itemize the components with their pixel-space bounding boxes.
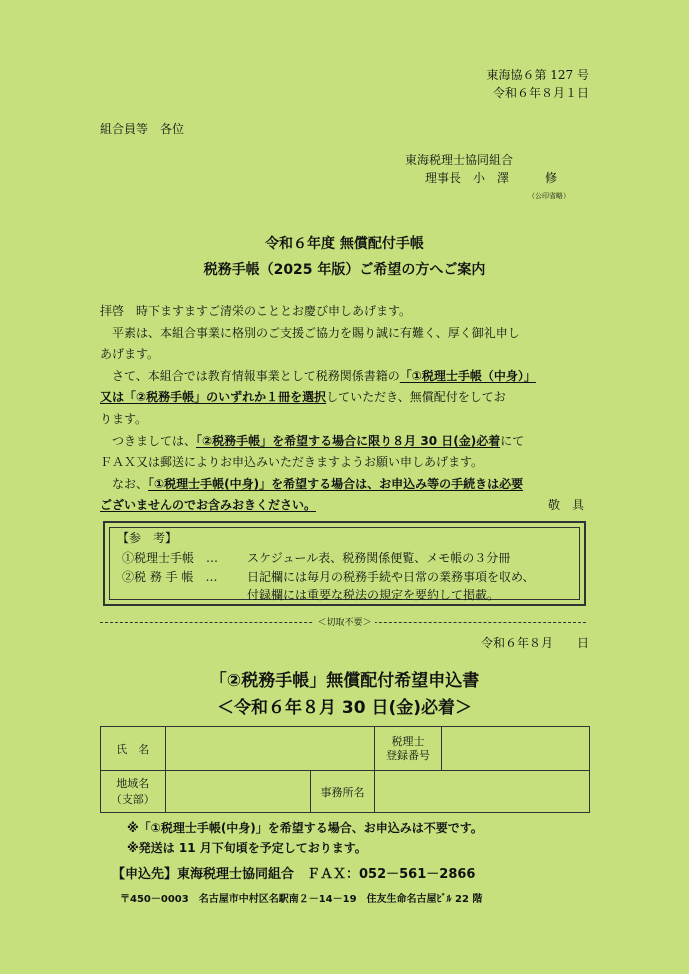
- cut-label-text: ＜切取不要＞: [314, 618, 374, 628]
- organization-name: 東海税理士協同組合: [405, 153, 514, 167]
- contact-line: 【申込先】東海税理士協同組合 ＦＡＸ：052－561－2866: [112, 867, 476, 882]
- office-name-field[interactable]: [374, 771, 589, 813]
- paragraph-5-emphasis-2: ございませんのでお含みおきください。: [100, 498, 317, 512]
- paragraph-4-emphasis: 「②税務手帳」を希望する場合に限り８月 30 日(金)必着: [196, 434, 501, 448]
- paragraph-3-line-2: [100, 388, 506, 406]
- issue-date: 令和６年８月１日: [492, 86, 589, 100]
- paragraph-3-line-3: ります。: [100, 412, 148, 426]
- form-title: 「②税務手帳」無償配付希望申込書: [209, 671, 480, 691]
- form-deadline: ＜令和６年８月 30 日(金)必着＞: [216, 698, 473, 718]
- note-1: ※「①税理士手帳(中身)」を希望する場合、お申込みは不要です。: [127, 821, 483, 835]
- paragraph-4-text: つきましては、: [112, 434, 197, 448]
- paragraph-4-text-2: にて: [500, 434, 525, 448]
- paragraph-3-line-1: [112, 367, 536, 385]
- region-label: [101, 771, 166, 813]
- region-label-line-2: （支部）: [110, 792, 155, 806]
- closing: 敬 具: [548, 498, 585, 512]
- reference-item-1-desc: スケジュール表、税務関係便覧、メモ帳の３分冊: [247, 551, 511, 565]
- greeting: 拝啓 時下ますますご清栄のこととお慶び申しあげます。: [100, 304, 412, 318]
- paragraph-4-line-1: [112, 432, 524, 450]
- registration-label-line-1: 税理士: [391, 734, 425, 748]
- paragraph-3-emphasis: 「①税理士手帳（中身）」: [399, 369, 536, 383]
- paragraph-2-line-1: 平素は、本組合事業に格別のご支援ご協力を賜り誠に有難く、厚く御礼申し: [112, 326, 520, 340]
- title-line-1: 令和６年度 無償配付手帳: [265, 236, 424, 252]
- paragraph-3-emphasis-2: 又は「②税務手帳」のいずれか１冊を選択: [100, 390, 327, 404]
- reference-heading: 【参 考】: [117, 531, 178, 545]
- application-form-table: [100, 726, 590, 813]
- contact-address: 〒450－0003 名古屋市中村区名駅南２－14－19 住友生命名古屋ﾋﾞﾙ 22 階: [120, 894, 483, 905]
- office-name-label: 事務所名: [311, 771, 375, 813]
- recipient: 組合員等 各位: [100, 122, 185, 136]
- registration-number-label: [374, 727, 441, 771]
- reference-item-2-desc-1: 日記欄には毎月の税務手続や日常の業務事項を収め、: [247, 570, 535, 584]
- paragraph-5-line-2: [100, 496, 316, 514]
- cut-label: [0, 615, 689, 628]
- paragraph-5-line-1: [112, 475, 523, 493]
- region-field[interactable]: [165, 771, 311, 813]
- paragraph-5-emphasis: 「①税理士手帳(中身)」を希望する場合は、お申込み等の手続きは必要: [148, 477, 524, 491]
- document-number: 東海協６第 127 号: [486, 68, 589, 82]
- paragraph-3-text: さて、本組合では教育情報事業として税務関係書籍の: [112, 369, 400, 383]
- paragraph-2-line-2: あげます。: [100, 347, 160, 361]
- reference-item-2-desc-2: 付録欄には重要な税法の規定を要約して掲載。: [247, 588, 500, 602]
- paragraph-3-text-2: していただき、無償配付をしてお: [326, 390, 506, 404]
- reference-item-1-name: ①税理士手帳 …: [122, 551, 219, 565]
- form-date: 令和６年８月 日: [480, 636, 589, 650]
- name-label: 氏 名: [101, 727, 166, 771]
- registration-number-field[interactable]: [442, 727, 590, 771]
- name-field[interactable]: [165, 727, 374, 771]
- title-line-2: 税務手帳（2025 年版）ご希望の方へご案内: [203, 262, 486, 278]
- paragraph-4-line-2: ＦＡＸ又は郵送によりお申込みいただきますようお願い申しあげます。: [100, 455, 484, 469]
- reference-item-2-name: ②税 務 手 帳 …: [122, 570, 218, 584]
- chairman-name: 理事長 小 澤 修: [425, 171, 558, 185]
- note-2: ※発送は 11 月下旬頃を予定しております。: [127, 841, 367, 855]
- region-label-line-1: 地域名: [116, 776, 150, 790]
- paragraph-5-text: なお、: [112, 477, 149, 491]
- seal-note: （公印省略）: [528, 192, 570, 200]
- registration-label-line-2: 登録番号: [386, 748, 431, 762]
